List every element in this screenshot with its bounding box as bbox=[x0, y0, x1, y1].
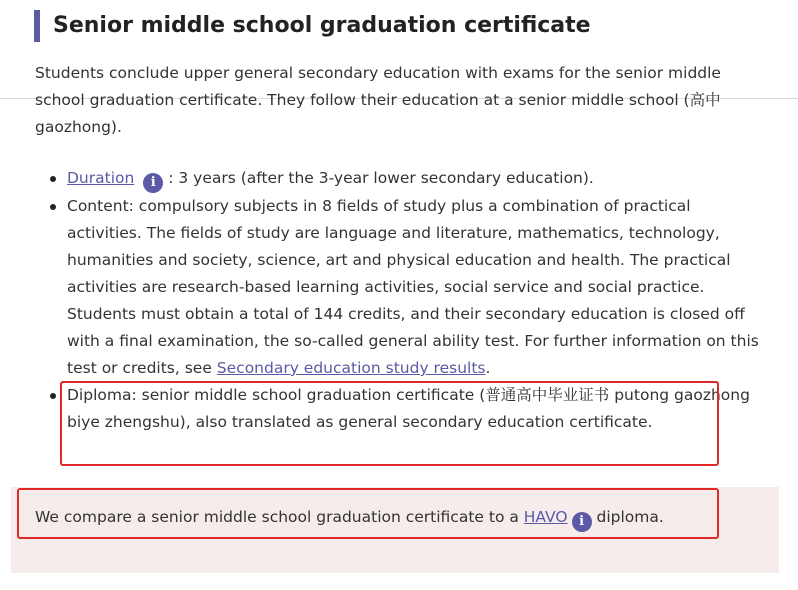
bullet bbox=[50, 393, 56, 399]
info-icon[interactable]: i bbox=[143, 173, 163, 193]
heading-accent-bar bbox=[34, 10, 40, 42]
facts-list bbox=[67, 165, 762, 436]
duration-text: : 3 years (after the 3-year lower secondary education). bbox=[168, 169, 594, 187]
bullet bbox=[50, 176, 56, 182]
content-suffix: . bbox=[485, 359, 491, 377]
secondary-education-results-link[interactable]: Secondary education study results bbox=[216, 359, 486, 377]
fact-duration bbox=[67, 165, 762, 193]
havo-link[interactable]: HAVO bbox=[523, 508, 568, 526]
bullet bbox=[50, 204, 56, 210]
duration-link[interactable]: Duration bbox=[67, 169, 135, 187]
info-icon[interactable]: i bbox=[572, 512, 592, 532]
comparison-prefix: We compare a senior middle school graduation certificate to a bbox=[35, 508, 524, 526]
content-text: Content: compulsory subjects in 8 fields of study plus a combination of practical activities. The fields of study are language and literature, mathematics, technology, humanities and society, science, art and physical education and health. The practical activities are research-based learning activities, social service and social practice. Students must obtain a total of 144 credits, and their secondary education is closed off with a final examination, the so-called general ability test. For further information on this test or credits, see bbox=[67, 197, 759, 377]
section-intro: Students conclude upper general secondary education with exams for the senior middle school graduation certificate. They follow their education at a senior middle school (高中 gaozhong). bbox=[35, 64, 721, 136]
fact-diploma bbox=[67, 382, 762, 436]
comparison-suffix: diploma. bbox=[591, 508, 664, 526]
fact-content bbox=[67, 193, 762, 382]
comparison-text bbox=[35, 504, 664, 532]
section-title: Senior middle school graduation certificate bbox=[53, 13, 591, 38]
diploma-text: Diploma: senior middle school graduation certificate (普通高中毕业证书 putong gaozhong biye zhengshu), also translated as general secondary education certificate. bbox=[67, 386, 750, 431]
